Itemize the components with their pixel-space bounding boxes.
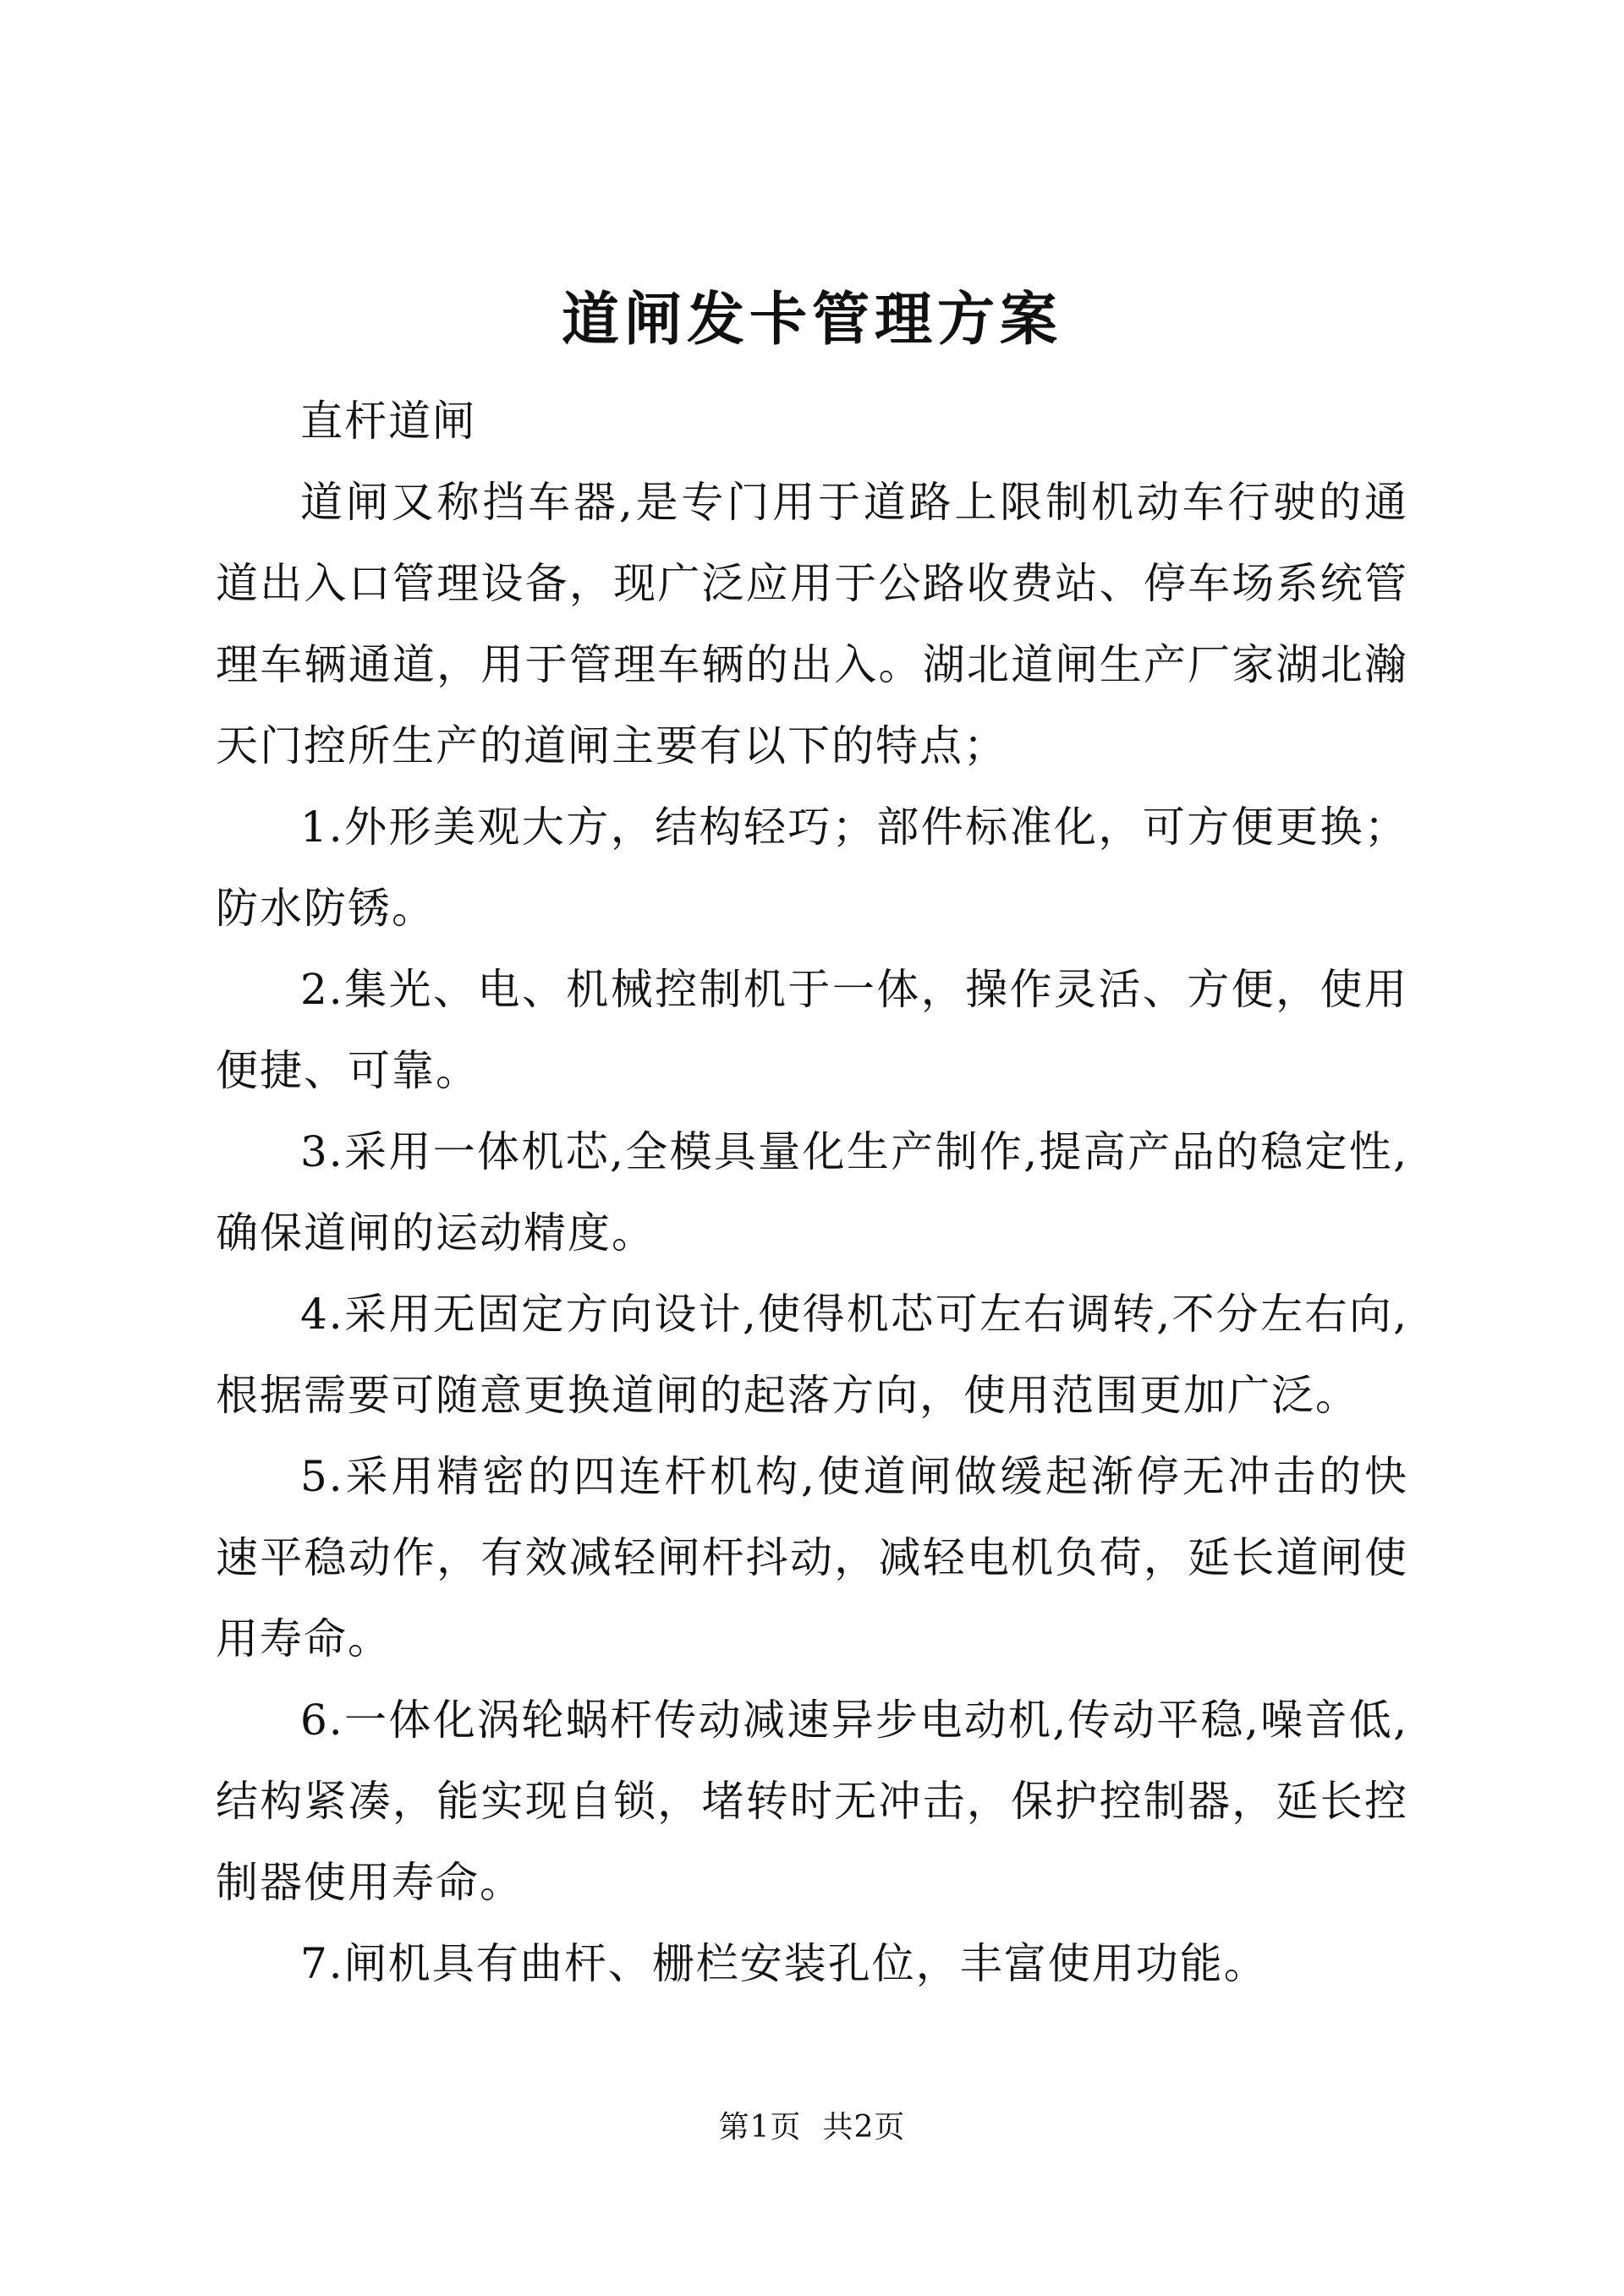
paragraph-item-1: 1.外形美观大方，结构轻巧；部件标准化，可方便更换；防水防锈。 [216, 803, 1408, 933]
paragraph-item-5: 5.采用精密的四连杆机构,使道闸做缓起渐停无冲击的快速平稳动作，有效减轻闸杆抖动，减轻电机负荷，延长道闸使用寿命。 [216, 1452, 1408, 1663]
paragraph-item-6: 6.一体化涡轮蜗杆传动减速异步电动机,传动平稳,噪音低,结构紧凑，能实现自锁，堵转时无冲击，保护控制器，延长控制器使用寿命。 [216, 1696, 1408, 1907]
page-title: 道闸发卡管理方案 [561, 286, 1062, 353]
paragraph-heading: 直杆道闸 [300, 397, 476, 446]
page-total: 共2页 [822, 2110, 906, 2145]
page-number: 第1页 [718, 2110, 802, 2145]
page-footer [0, 2103, 1624, 2146]
document-body [216, 381, 1408, 2004]
paragraph-item-7: 7.闸机具有曲杆、栅栏安装孔位，丰富使用功能。 [300, 1939, 1268, 1988]
paragraph-item-4: 4.采用无固定方向设计,使得机芯可左右调转,不分左右向,根据需要可随意更换道闸的起落方向，使用范围更加广泛。 [216, 1290, 1408, 1420]
paragraph-item-3: 3.采用一体机芯,全模具量化生产制作,提高产品的稳定性,确保道闸的运动精度。 [216, 1127, 1408, 1258]
paragraph-intro: 道闸又称挡车器,是专门用于道路上限制机动车行驶的通道出入口管理设备，现广泛应用于公路收费站、停车场系统管理车辆通道，用于管理车辆的出入。湖北道闸生产厂家湖北瀚天门控所生产的道闸主要有以下的特点； [216, 478, 1408, 770]
paragraph-item-2: 2.集光、电、机械控制机于一体，操作灵活、方便，使用便捷、可靠。 [216, 965, 1408, 1095]
